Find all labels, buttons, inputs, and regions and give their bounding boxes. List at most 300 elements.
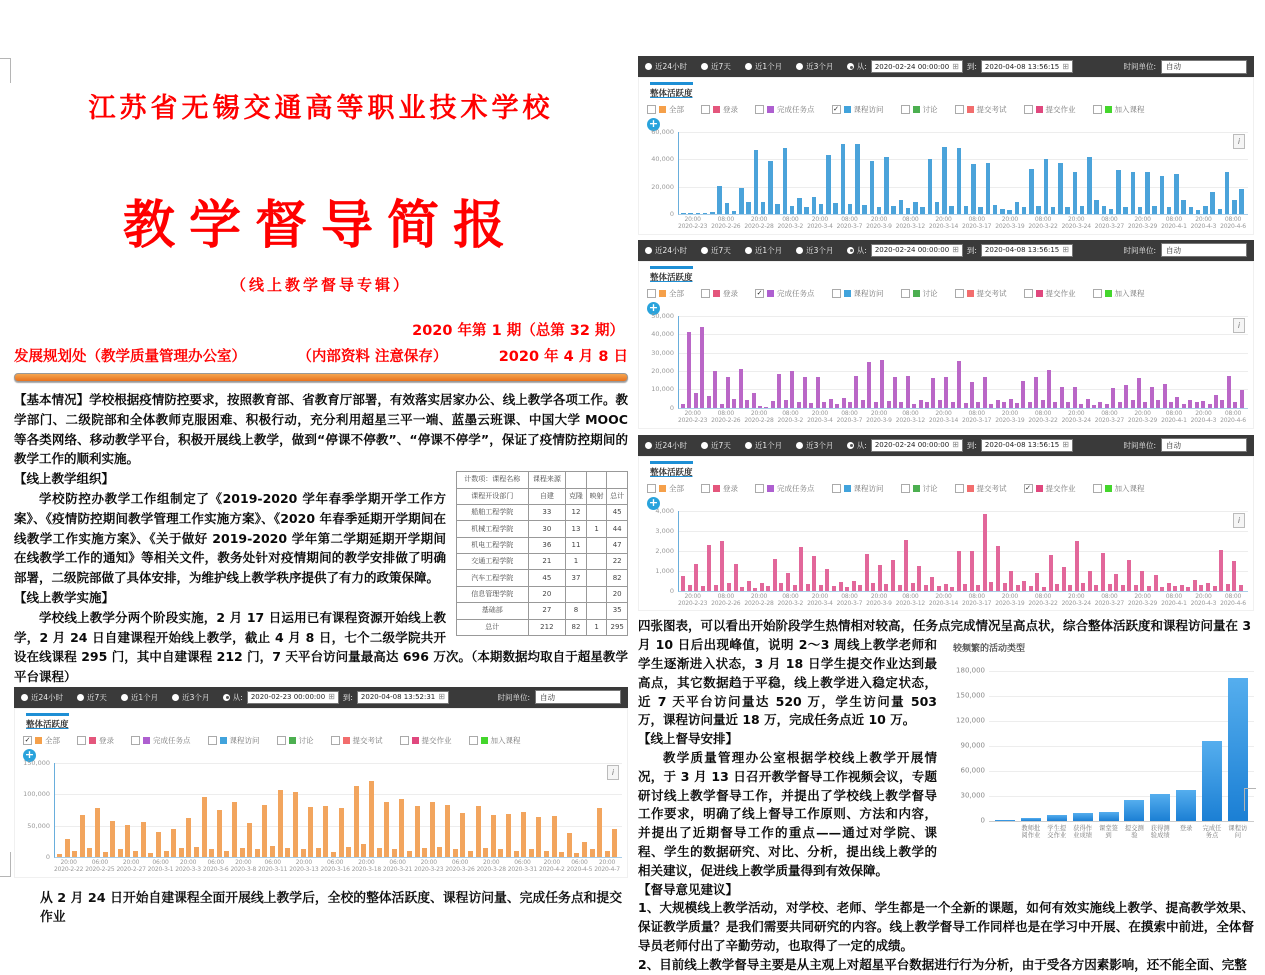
bar[interactable] bbox=[1150, 794, 1170, 821]
bar[interactable] bbox=[835, 404, 839, 408]
bar[interactable] bbox=[855, 144, 860, 214]
legend-item[interactable] bbox=[701, 104, 738, 115]
bar[interactable] bbox=[1163, 384, 1167, 408]
bar[interactable] bbox=[1060, 387, 1064, 408]
bar[interactable] bbox=[240, 848, 245, 857]
legend-item[interactable] bbox=[755, 288, 815, 299]
bar[interactable] bbox=[194, 847, 199, 857]
checkbox-icon[interactable]: ✓ bbox=[1025, 483, 1031, 492]
bar[interactable] bbox=[862, 205, 867, 214]
bar[interactable] bbox=[806, 584, 810, 591]
bar[interactable] bbox=[262, 805, 267, 857]
bar[interactable] bbox=[753, 588, 757, 591]
bar[interactable] bbox=[1086, 399, 1090, 408]
bar[interactable] bbox=[996, 400, 1000, 408]
bar[interactable] bbox=[784, 400, 788, 407]
bar[interactable] bbox=[255, 849, 260, 857]
bar[interactable] bbox=[893, 377, 897, 408]
legend-item[interactable] bbox=[1024, 483, 1076, 494]
bar[interactable] bbox=[1029, 586, 1033, 591]
bar[interactable] bbox=[703, 213, 708, 214]
bar[interactable] bbox=[285, 848, 290, 857]
bar[interactable] bbox=[937, 586, 941, 591]
bar[interactable] bbox=[247, 823, 252, 857]
checkbox-icon[interactable] bbox=[331, 736, 340, 745]
bar[interactable] bbox=[1000, 209, 1005, 214]
time-range-option[interactable] bbox=[21, 692, 63, 703]
checkbox-icon[interactable] bbox=[647, 105, 656, 114]
bar[interactable] bbox=[995, 820, 1015, 822]
checkbox-icon[interactable] bbox=[901, 484, 910, 493]
bar[interactable] bbox=[1131, 400, 1135, 407]
bar[interactable] bbox=[1015, 202, 1020, 214]
bar[interactable] bbox=[877, 207, 882, 214]
bar[interactable] bbox=[976, 402, 980, 408]
bar[interactable] bbox=[331, 852, 336, 857]
bar[interactable] bbox=[819, 585, 823, 591]
chart-menu-icon[interactable]: i bbox=[1233, 134, 1245, 149]
bar[interactable] bbox=[582, 842, 587, 857]
checkbox-icon[interactable] bbox=[832, 289, 841, 298]
bar[interactable] bbox=[308, 807, 313, 857]
bar[interactable] bbox=[746, 202, 751, 214]
bar[interactable] bbox=[125, 825, 130, 857]
tab-overall-activity[interactable]: 整体活跃度 bbox=[650, 266, 693, 283]
radio-icon[interactable] bbox=[745, 247, 752, 254]
bar[interactable] bbox=[1240, 390, 1244, 407]
bar[interactable] bbox=[976, 585, 980, 591]
bar[interactable] bbox=[1175, 397, 1179, 408]
bar[interactable] bbox=[845, 587, 849, 591]
calendar-icon[interactable]: ⊞ bbox=[1062, 245, 1069, 255]
checkbox-icon[interactable] bbox=[701, 289, 710, 298]
time-unit-select[interactable]: 自动 bbox=[1161, 243, 1247, 257]
legend-item[interactable] bbox=[755, 483, 815, 494]
bar[interactable] bbox=[1007, 210, 1012, 214]
date-from-input[interactable]: 2020-02-24 00:00:00 ⊞ bbox=[871, 60, 963, 73]
bar[interactable] bbox=[529, 849, 534, 857]
bar[interactable] bbox=[1102, 206, 1107, 214]
bar[interactable] bbox=[1167, 207, 1172, 214]
bar[interactable] bbox=[278, 790, 283, 857]
bar[interactable] bbox=[906, 376, 910, 408]
bar[interactable] bbox=[1193, 580, 1197, 591]
bar[interactable] bbox=[841, 144, 846, 214]
bar[interactable] bbox=[971, 164, 976, 214]
checkbox-icon[interactable] bbox=[647, 484, 656, 493]
bar[interactable] bbox=[1087, 157, 1092, 214]
bar[interactable] bbox=[437, 847, 442, 857]
calendar-icon[interactable]: ⊞ bbox=[952, 245, 959, 255]
bar[interactable] bbox=[377, 848, 382, 857]
bar[interactable] bbox=[739, 369, 743, 408]
radio-icon[interactable] bbox=[121, 694, 128, 701]
radio-icon[interactable] bbox=[172, 694, 179, 701]
bar[interactable] bbox=[713, 371, 717, 408]
checkbox-icon[interactable] bbox=[1093, 484, 1102, 493]
radio-icon[interactable] bbox=[796, 442, 803, 449]
bar[interactable] bbox=[1239, 585, 1243, 591]
bar[interactable] bbox=[1044, 159, 1049, 214]
bar[interactable] bbox=[777, 374, 781, 408]
time-range-option[interactable] bbox=[745, 440, 782, 451]
legend-item[interactable] bbox=[1093, 104, 1145, 115]
bar[interactable] bbox=[384, 802, 389, 857]
bar[interactable] bbox=[1042, 587, 1046, 591]
radio-icon[interactable] bbox=[701, 247, 708, 254]
bar[interactable] bbox=[270, 846, 275, 857]
zoom-in-icon[interactable]: + bbox=[648, 495, 659, 509]
bar[interactable] bbox=[842, 398, 846, 408]
tab-overall-activity[interactable]: 整体活跃度 bbox=[650, 82, 693, 99]
bar[interactable] bbox=[1186, 587, 1190, 591]
bar[interactable] bbox=[993, 205, 998, 214]
bar[interactable] bbox=[209, 849, 214, 857]
bar[interactable] bbox=[887, 401, 891, 407]
bar[interactable] bbox=[1196, 210, 1201, 214]
time-range-option[interactable] bbox=[745, 61, 782, 72]
bar[interactable] bbox=[1016, 585, 1020, 591]
checkbox-icon[interactable]: ✓ bbox=[833, 105, 839, 113]
bar[interactable] bbox=[453, 849, 458, 857]
bar[interactable] bbox=[171, 829, 176, 857]
calendar-icon[interactable]: ⊞ bbox=[438, 692, 445, 702]
bar[interactable] bbox=[754, 150, 759, 214]
time-range-option[interactable] bbox=[796, 61, 833, 72]
bar[interactable] bbox=[491, 815, 496, 857]
bar[interactable] bbox=[1088, 571, 1092, 591]
bar[interactable] bbox=[156, 832, 161, 857]
bar[interactable] bbox=[867, 362, 871, 408]
legend-item[interactable] bbox=[277, 735, 314, 746]
bar[interactable] bbox=[899, 402, 903, 408]
bar[interactable] bbox=[483, 848, 488, 857]
bar[interactable] bbox=[1195, 402, 1199, 408]
time-unit-select[interactable]: 自动 bbox=[535, 690, 621, 704]
bar[interactable] bbox=[567, 833, 572, 857]
legend-item[interactable] bbox=[647, 288, 684, 299]
time-range-option[interactable] bbox=[645, 61, 687, 72]
bar[interactable] bbox=[323, 806, 328, 857]
checkbox-icon[interactable] bbox=[955, 484, 964, 493]
bar[interactable] bbox=[574, 853, 579, 857]
bar[interactable] bbox=[694, 564, 698, 591]
bar[interactable] bbox=[930, 577, 934, 591]
bar[interactable] bbox=[346, 847, 351, 857]
bar[interactable] bbox=[476, 806, 481, 857]
bar[interactable] bbox=[688, 213, 693, 214]
legend-item[interactable] bbox=[832, 288, 884, 299]
date-to-input[interactable]: 2020-04-08 13:56:15 ⊞ bbox=[981, 60, 1073, 73]
bar[interactable] bbox=[790, 206, 795, 214]
tab-overall-activity[interactable]: 整体活跃度 bbox=[650, 461, 693, 478]
bar[interactable] bbox=[832, 586, 836, 591]
bar[interactable] bbox=[904, 540, 908, 591]
bar[interactable] bbox=[1173, 586, 1177, 591]
bar[interactable] bbox=[833, 203, 838, 214]
bar[interactable] bbox=[1111, 388, 1115, 408]
bar[interactable] bbox=[681, 404, 685, 408]
bar[interactable] bbox=[1147, 586, 1151, 591]
bar[interactable] bbox=[949, 206, 954, 214]
bar[interactable] bbox=[1034, 377, 1038, 407]
bar[interactable] bbox=[700, 327, 704, 408]
bar[interactable] bbox=[339, 808, 344, 857]
radio-icon[interactable] bbox=[77, 694, 84, 701]
bar[interactable] bbox=[797, 198, 802, 214]
bar[interactable] bbox=[148, 853, 153, 857]
bar[interactable] bbox=[110, 821, 115, 857]
bar[interactable] bbox=[1189, 207, 1194, 214]
bar[interactable] bbox=[1181, 200, 1186, 214]
bar[interactable] bbox=[612, 829, 617, 857]
bar[interactable] bbox=[354, 786, 359, 857]
bar[interactable] bbox=[861, 400, 865, 407]
bar[interactable] bbox=[1073, 387, 1077, 408]
bar[interactable] bbox=[786, 573, 790, 591]
checkbox-icon[interactable] bbox=[400, 736, 409, 745]
time-range-option[interactable] bbox=[701, 61, 731, 72]
bar[interactable] bbox=[1203, 206, 1208, 214]
bar[interactable] bbox=[361, 844, 366, 857]
bar[interactable] bbox=[1028, 402, 1032, 408]
bar[interactable] bbox=[1003, 583, 1007, 591]
bar[interactable] bbox=[415, 806, 420, 857]
bar[interactable] bbox=[1227, 376, 1231, 408]
radio-icon-custom-range[interactable] bbox=[847, 247, 854, 254]
bar[interactable] bbox=[694, 393, 698, 408]
bar[interactable] bbox=[734, 564, 738, 591]
bar[interactable] bbox=[783, 148, 788, 214]
bar[interactable] bbox=[1225, 172, 1230, 214]
checkbox-icon[interactable] bbox=[901, 105, 910, 114]
bar[interactable] bbox=[760, 583, 764, 591]
bar[interactable] bbox=[871, 583, 875, 591]
bar[interactable] bbox=[720, 541, 724, 591]
time-range-option[interactable] bbox=[172, 692, 209, 703]
bar[interactable] bbox=[1206, 583, 1210, 591]
bar[interactable] bbox=[829, 399, 833, 408]
date-from-input[interactable]: 2020-02-23 00:00:00 ⊞ bbox=[247, 691, 339, 704]
bar[interactable] bbox=[1036, 206, 1041, 214]
bar[interactable] bbox=[911, 583, 915, 591]
bar[interactable] bbox=[1176, 790, 1196, 821]
bar[interactable] bbox=[752, 393, 756, 408]
bar[interactable] bbox=[1124, 800, 1144, 821]
bar[interactable] bbox=[1022, 581, 1026, 591]
checkbox-icon[interactable] bbox=[647, 289, 656, 298]
bar[interactable] bbox=[1055, 584, 1059, 591]
checkbox-icon[interactable] bbox=[955, 289, 964, 298]
bar[interactable] bbox=[925, 402, 929, 408]
bar[interactable] bbox=[1143, 402, 1147, 408]
bar[interactable] bbox=[164, 851, 169, 857]
bar[interactable] bbox=[989, 404, 993, 408]
radio-icon[interactable] bbox=[745, 63, 752, 70]
bar[interactable] bbox=[1094, 585, 1098, 591]
legend-item[interactable] bbox=[701, 483, 738, 494]
time-range-option[interactable] bbox=[77, 692, 107, 703]
calendar-icon[interactable]: ⊞ bbox=[328, 692, 335, 702]
legend-item[interactable] bbox=[647, 104, 684, 115]
bar[interactable] bbox=[95, 808, 100, 857]
checkbox-icon[interactable] bbox=[469, 736, 478, 745]
bar[interactable] bbox=[848, 402, 852, 408]
bar[interactable] bbox=[898, 585, 902, 591]
bar[interactable] bbox=[1232, 561, 1236, 591]
checkbox-icon[interactable] bbox=[901, 289, 910, 298]
legend-item[interactable] bbox=[331, 735, 383, 746]
bar[interactable] bbox=[1152, 206, 1157, 214]
bar[interactable] bbox=[957, 148, 962, 214]
bar[interactable] bbox=[878, 565, 882, 591]
bar[interactable] bbox=[819, 204, 824, 214]
time-range-option[interactable] bbox=[745, 245, 782, 256]
bar[interactable] bbox=[950, 587, 954, 591]
checkbox-icon[interactable]: ✓ bbox=[24, 735, 31, 744]
bar[interactable] bbox=[552, 816, 557, 857]
bar[interactable] bbox=[1180, 585, 1184, 591]
chart-menu-icon[interactable]: i bbox=[1233, 318, 1245, 333]
bar[interactable] bbox=[870, 161, 875, 214]
bar[interactable] bbox=[848, 204, 853, 214]
bar[interactable] bbox=[880, 360, 884, 408]
bar[interactable] bbox=[938, 400, 942, 407]
bar[interactable] bbox=[983, 514, 987, 591]
bar[interactable] bbox=[1029, 169, 1034, 214]
legend-item[interactable] bbox=[901, 483, 938, 494]
bar[interactable] bbox=[399, 799, 404, 857]
legend-item[interactable] bbox=[1024, 104, 1076, 115]
bar[interactable] bbox=[996, 546, 1000, 591]
bar[interactable] bbox=[1156, 400, 1160, 407]
bar[interactable] bbox=[460, 813, 465, 857]
bar[interactable] bbox=[726, 377, 730, 407]
bar[interactable] bbox=[1073, 813, 1093, 821]
legend-item[interactable] bbox=[131, 735, 191, 746]
bar[interactable] bbox=[1160, 587, 1164, 591]
time-range-option[interactable] bbox=[645, 440, 687, 451]
bar[interactable] bbox=[1081, 583, 1085, 591]
bar[interactable] bbox=[761, 202, 766, 214]
tab-overall-activity[interactable]: 整体活跃度 bbox=[26, 713, 69, 730]
bar[interactable] bbox=[407, 851, 412, 857]
bar[interactable] bbox=[884, 157, 889, 214]
bar[interactable] bbox=[681, 576, 685, 591]
bar[interactable] bbox=[978, 207, 983, 214]
bar[interactable] bbox=[1134, 585, 1138, 591]
bar[interactable] bbox=[919, 400, 923, 407]
bar[interactable] bbox=[1220, 400, 1224, 407]
bar[interactable] bbox=[1199, 585, 1203, 591]
radio-icon[interactable] bbox=[645, 442, 652, 449]
bar[interactable] bbox=[891, 206, 896, 214]
checkbox-icon[interactable] bbox=[701, 105, 710, 114]
bar[interactable] bbox=[1188, 400, 1192, 408]
radio-icon[interactable] bbox=[645, 247, 652, 254]
bar[interactable] bbox=[944, 584, 948, 591]
bar[interactable] bbox=[793, 585, 797, 591]
checkbox-icon[interactable] bbox=[701, 484, 710, 493]
bar[interactable] bbox=[822, 402, 826, 408]
bar[interactable] bbox=[1035, 573, 1039, 591]
calendar-icon[interactable]: ⊞ bbox=[952, 440, 959, 450]
time-unit-select[interactable]: 自动 bbox=[1161, 60, 1247, 74]
legend-item[interactable] bbox=[400, 735, 452, 746]
bar[interactable] bbox=[1015, 403, 1019, 408]
bar[interactable] bbox=[739, 188, 744, 214]
bar[interactable] bbox=[422, 848, 427, 857]
bar[interactable] bbox=[1167, 583, 1171, 591]
bar[interactable] bbox=[720, 404, 724, 408]
bar[interactable] bbox=[710, 212, 715, 214]
radio-icon-custom-range[interactable] bbox=[847, 63, 854, 70]
time-range-option[interactable] bbox=[796, 440, 833, 451]
bar[interactable] bbox=[931, 378, 935, 407]
bar[interactable] bbox=[701, 586, 705, 591]
bar[interactable] bbox=[316, 848, 321, 857]
bar[interactable] bbox=[1233, 402, 1237, 408]
bar[interactable] bbox=[884, 584, 888, 591]
bar[interactable] bbox=[202, 797, 207, 857]
bar[interactable] bbox=[1047, 370, 1051, 408]
bar[interactable] bbox=[771, 401, 775, 407]
bar[interactable] bbox=[1094, 200, 1099, 214]
legend-item[interactable] bbox=[23, 735, 60, 746]
bar[interactable] bbox=[1021, 381, 1025, 408]
checkbox-icon[interactable] bbox=[1024, 289, 1033, 298]
bar[interactable] bbox=[1022, 207, 1027, 214]
bar[interactable] bbox=[72, 851, 77, 857]
legend-item[interactable] bbox=[701, 288, 738, 299]
bar[interactable] bbox=[1127, 560, 1131, 591]
bar[interactable] bbox=[825, 569, 829, 591]
bar[interactable] bbox=[1053, 402, 1057, 408]
bar[interactable] bbox=[1009, 399, 1013, 408]
time-range-option[interactable] bbox=[701, 440, 731, 451]
bar[interactable] bbox=[57, 854, 62, 857]
bar[interactable] bbox=[1080, 206, 1085, 214]
bar[interactable] bbox=[707, 545, 711, 591]
bar[interactable] bbox=[536, 817, 541, 856]
checkbox-icon[interactable] bbox=[755, 484, 764, 493]
bar[interactable] bbox=[874, 402, 878, 408]
checkbox-icon[interactable] bbox=[1093, 105, 1102, 114]
bar[interactable] bbox=[1150, 387, 1154, 408]
bar[interactable] bbox=[970, 382, 974, 408]
bar[interactable] bbox=[899, 200, 904, 214]
bar[interactable] bbox=[1219, 550, 1223, 591]
bar[interactable] bbox=[1138, 207, 1143, 214]
radio-icon-custom-range[interactable] bbox=[847, 442, 854, 449]
bar[interactable] bbox=[696, 213, 701, 214]
bar[interactable] bbox=[1226, 584, 1230, 591]
checkbox-icon[interactable] bbox=[208, 736, 217, 745]
bar[interactable] bbox=[1137, 378, 1141, 407]
bar[interactable] bbox=[963, 584, 967, 591]
bar[interactable] bbox=[816, 377, 820, 408]
bar[interactable] bbox=[1041, 400, 1045, 407]
bar[interactable] bbox=[1169, 402, 1173, 408]
time-range-option[interactable] bbox=[796, 245, 833, 256]
bar[interactable] bbox=[957, 551, 961, 591]
bar[interactable] bbox=[964, 403, 968, 408]
zoom-in-icon[interactable]: + bbox=[24, 747, 35, 761]
bar[interactable] bbox=[80, 815, 85, 857]
bar[interactable] bbox=[917, 566, 921, 591]
calendar-icon[interactable]: ⊞ bbox=[1062, 61, 1069, 71]
legend-item[interactable] bbox=[77, 735, 114, 746]
